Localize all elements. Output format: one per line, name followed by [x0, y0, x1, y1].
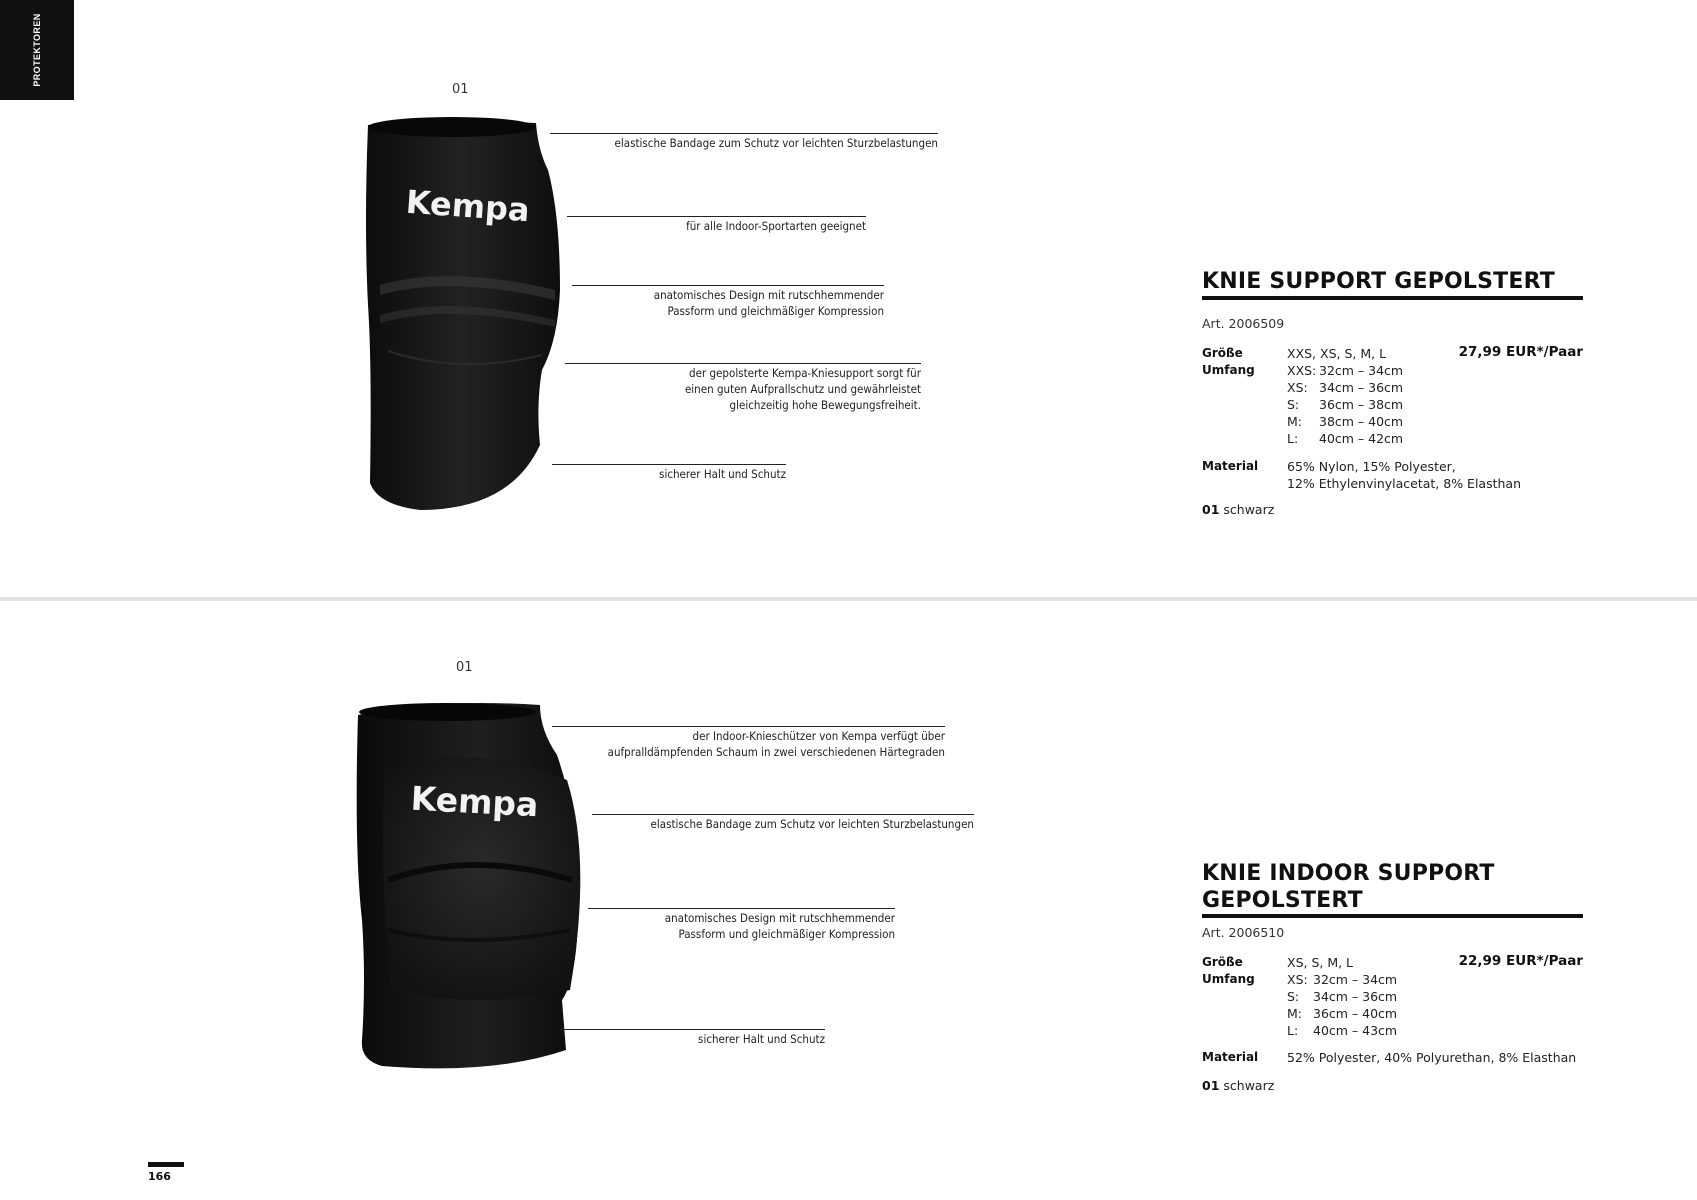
callout-text: sicherer Halt und Schutz	[659, 467, 786, 481]
circumference-row: XS: 32cm – 34cm	[1287, 972, 1398, 987]
size-label: Größe	[1202, 346, 1243, 360]
price: 27,99 EUR*/Paar	[1458, 344, 1583, 360]
title-underline	[1202, 296, 1583, 300]
circumference-row: XXS: 32cm – 34cm	[1287, 363, 1404, 378]
circumference-list	[1287, 362, 1403, 447]
size-label: Größe	[1202, 955, 1243, 969]
material: 65% Nylon, 15% Polyester, 12% Ethylenvinylacetat, 8% Elasthan	[1287, 459, 1522, 491]
page-number-bar	[148, 1162, 184, 1167]
color-name: schwarz	[1223, 1078, 1275, 1093]
section-tab-label: PROTEKTOREN	[32, 13, 42, 87]
knee-support-padded-image	[360, 115, 580, 515]
callout-text: der gepolsterte Kempa-Kniesupport sorgt für einen guten Aufprallschutz und gewährleistet gleichzeitig hohe Bewegungsfreiheit.	[684, 366, 921, 412]
color-code: 01	[1202, 1078, 1220, 1093]
circumference-row: S: 36cm – 38cm	[1287, 397, 1404, 412]
kempa-logo: Kempa	[404, 182, 531, 230]
callout-text: elastische Bandage zum Schutz vor leichten Sturzbelastungen	[650, 817, 974, 831]
callout	[560, 1029, 825, 1047]
callout-text: für alle Indoor-Sportarten geeignet	[686, 219, 866, 233]
material-label: Material	[1202, 1050, 1259, 1064]
sizes: XXS, XS, S, M, L	[1287, 346, 1387, 361]
circumference-row: XS: 34cm – 36cm	[1287, 380, 1404, 395]
color-variant	[1202, 502, 1274, 517]
callout	[567, 216, 866, 234]
callout	[592, 814, 974, 832]
callout-text: sicherer Halt und Schutz	[698, 1032, 825, 1046]
product-image-color-number: 01	[456, 660, 473, 675]
callout	[552, 464, 786, 482]
color-code: 01	[1202, 502, 1220, 517]
callout	[588, 908, 895, 942]
price: 22,99 EUR*/Paar	[1458, 953, 1583, 969]
circumference-row: M: 38cm – 40cm	[1287, 414, 1404, 429]
product-image-color-number: 01	[452, 82, 469, 97]
sizes: XS, S, M, L	[1287, 955, 1354, 970]
circumference-row: M: 36cm – 40cm	[1287, 1006, 1398, 1021]
kempa-logo: Kempa	[409, 778, 540, 825]
callout	[565, 363, 921, 413]
callout	[552, 726, 945, 760]
product-title: KNIE INDOOR SUPPORT GEPOLSTERT	[1202, 861, 1495, 913]
circumference-row: S: 34cm – 36cm	[1287, 989, 1398, 1004]
circumference-label: Umfang	[1202, 363, 1255, 377]
callout-text: anatomisches Design mit rutschhemmender Passform und gleichmäßiger Kompression	[653, 288, 884, 318]
article-number: Art. 2006510	[1202, 925, 1285, 940]
material-label: Material	[1202, 459, 1259, 473]
color-name: schwarz	[1223, 502, 1275, 517]
material: 52% Polyester, 40% Polyurethan, 8% Elasthan	[1287, 1050, 1577, 1065]
circumference-row: L: 40cm – 43cm	[1287, 1023, 1398, 1038]
title-underline	[1202, 914, 1583, 918]
article-number: Art. 2006509	[1202, 316, 1285, 331]
circumference-list	[1287, 971, 1397, 1039]
callout-text: der Indoor-Knieschützer von Kempa verfügt über aufpralldämpfenden Schaum in zwei verschiedenen Härtegraden	[607, 729, 945, 759]
callout-text: anatomisches Design mit rutschhemmender Passform und gleichmäßiger Kompression	[664, 911, 895, 941]
section-divider	[0, 597, 1697, 601]
callout-text: elastische Bandage zum Schutz vor leichten Sturzbelastungen	[614, 136, 938, 150]
circumference-label: Umfang	[1202, 972, 1255, 986]
page-number: 166	[148, 1170, 171, 1183]
product-title: KNIE SUPPORT GEPOLSTERT	[1202, 269, 1555, 294]
section-tab	[0, 0, 74, 100]
circumference-row: L: 40cm – 42cm	[1287, 431, 1404, 446]
callout	[572, 285, 884, 319]
callout	[550, 133, 938, 151]
color-variant	[1202, 1078, 1274, 1093]
